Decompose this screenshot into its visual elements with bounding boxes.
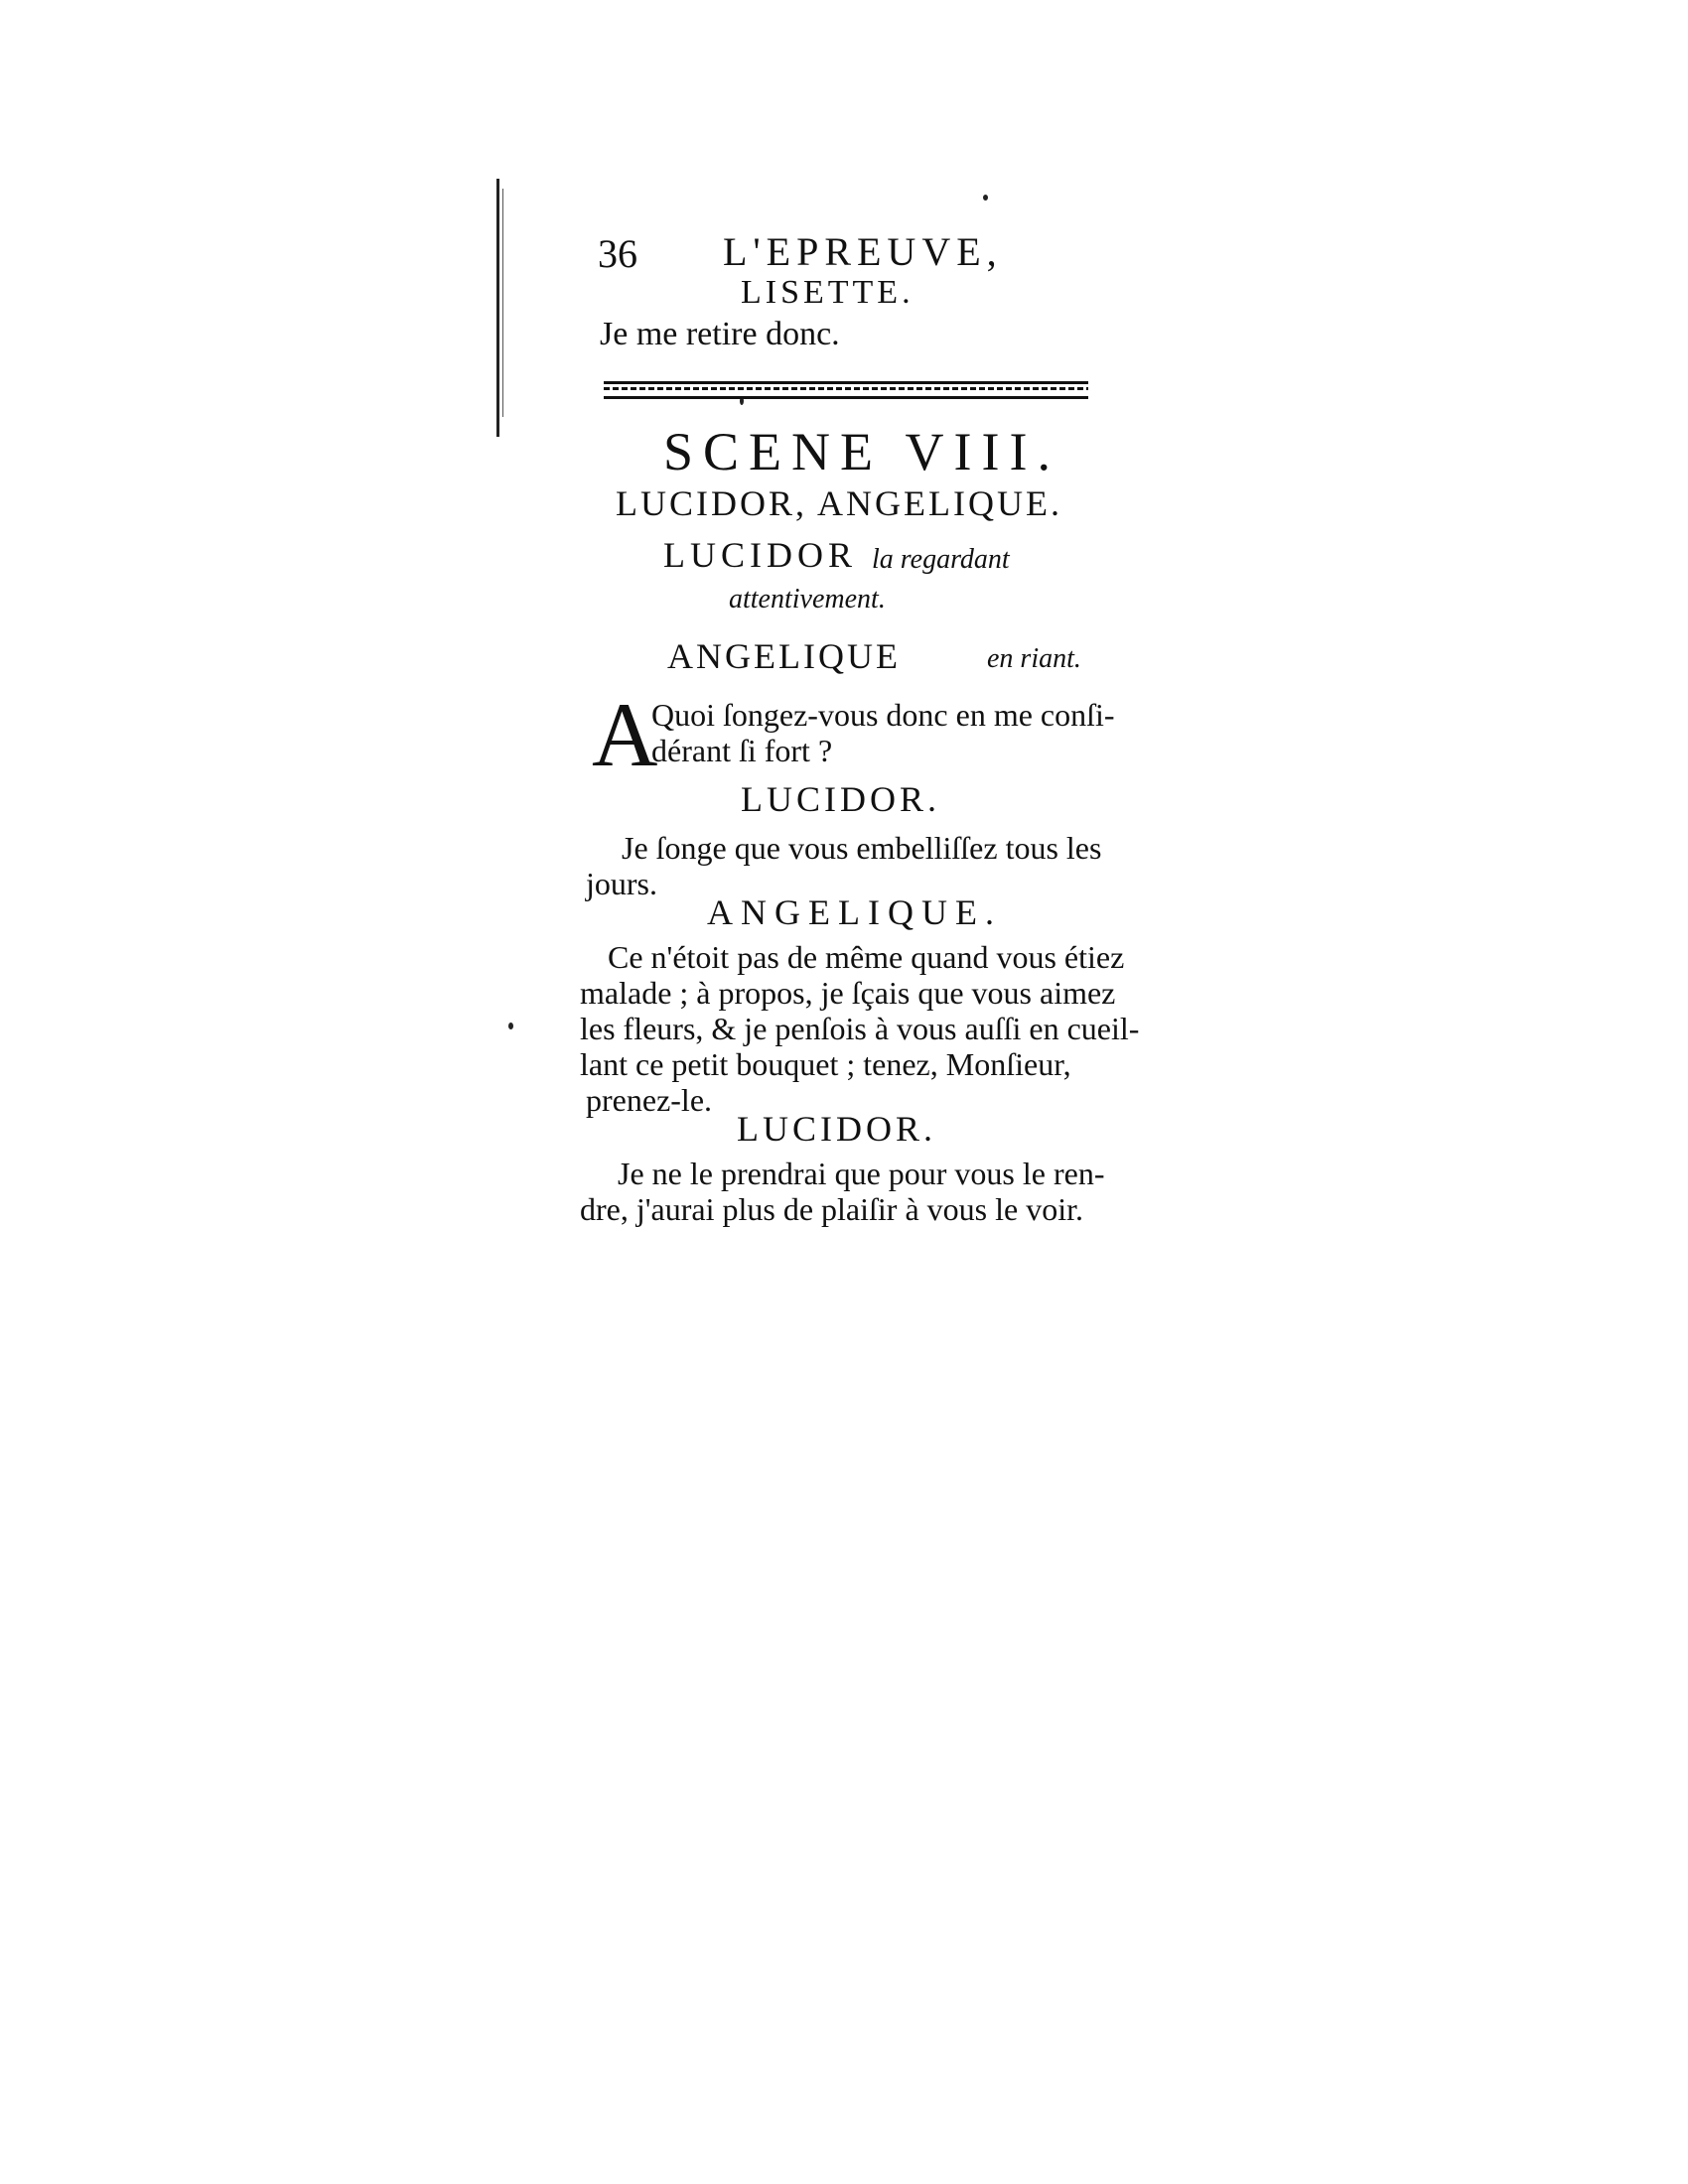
stage-direction-text: en riant. [987, 643, 1081, 674]
stage-direction-speaker: ANGELIQUE [667, 636, 901, 676]
speaker-angelique: ANGELIQUE. [707, 892, 1002, 932]
dialogue-line: lant ce petit bouquet ; tenez, Monſieur, [580, 1046, 1071, 1082]
dialogue-line: les fleurs, & je penſois à vous auſſi en cueil- [580, 1011, 1140, 1046]
dialogue-line: Je ne le prendrai que pour vous le ren- [618, 1156, 1105, 1191]
dialogue-line: Je ſonge que vous embelliſſez tous les [622, 830, 1102, 866]
dialogue-line: dre, j'aurai plus de plaiſir à vous le voir. [580, 1191, 1083, 1227]
binding-edge-line-inner [502, 189, 503, 417]
stage-direction-text: attentivement. [729, 584, 886, 614]
ornamental-rule [604, 381, 1088, 399]
dialogue-line: Ce n'étoit pas de même quand vous étiez [608, 939, 1125, 975]
binding-edge-line [496, 179, 499, 437]
stage-direction-text: la regardant [872, 544, 1010, 575]
ink-speck [508, 1023, 513, 1029]
dialogue-line: Quoi ſongez-vous donc en me conſi- [651, 697, 1115, 733]
speaker-lisette: LISETTE. [741, 274, 914, 311]
page-number: 36 [598, 231, 637, 276]
dialogue-line: jours. [586, 866, 657, 901]
dialogue-line: dérant ſi fort ? [651, 733, 833, 768]
speaker-lucidor: LUCIDOR. [741, 779, 940, 819]
scene-title: SCENE VIII. [663, 422, 1060, 481]
stage-direction-speaker: LUCIDOR [663, 535, 857, 575]
scene-cast: LUCIDOR, ANGELIQUE. [616, 483, 1062, 523]
dialogue-line: prenez-le. [586, 1082, 713, 1118]
ink-speck [983, 195, 988, 201]
dialogue-line: Je me retire donc. [600, 316, 840, 352]
speaker-lucidor: LUCIDOR. [737, 1109, 936, 1149]
running-head: L'EPREUVE, [723, 229, 1003, 274]
drop-cap: A [592, 684, 658, 785]
dialogue-line: malade ; à propos, je ſçais que vous aimez [580, 975, 1116, 1011]
